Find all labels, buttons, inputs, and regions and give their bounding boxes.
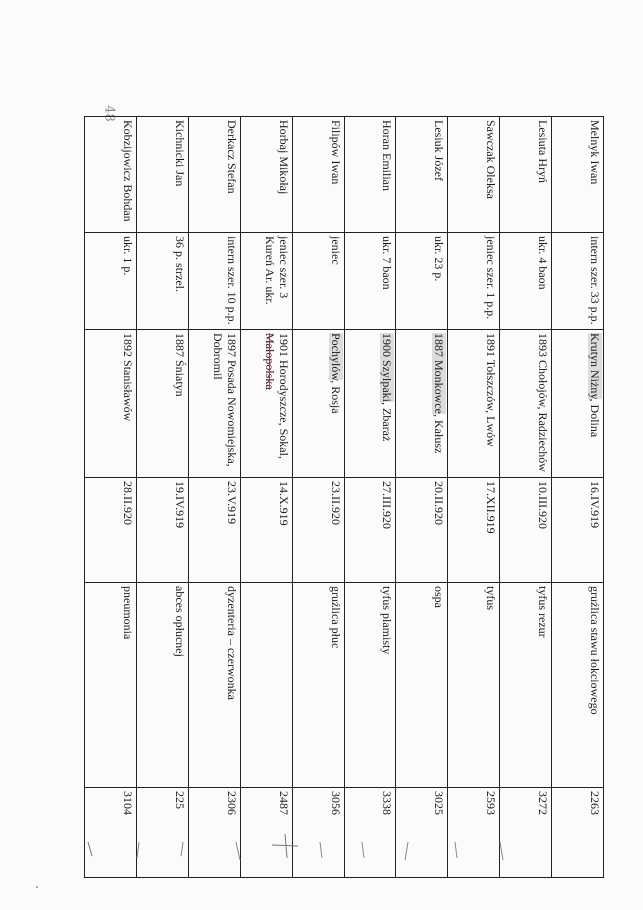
cell-death-date: 16.IV.919: [552, 478, 604, 583]
cell-death-date: 28.II.920: [85, 478, 137, 583]
cell-cause: abces opłucnej: [136, 583, 188, 788]
cell-death-date: 23.II.920: [292, 478, 344, 583]
cell-death-date: 20.II.920: [396, 478, 448, 583]
cell-name: Melnyk Iwan: [552, 117, 604, 233]
highlighted-place: Pochylów: [328, 333, 343, 381]
cell-birth: [344, 330, 396, 478]
cell-cause: tyfus: [448, 583, 500, 788]
cell-death-date: 23.V.919: [188, 478, 240, 583]
cell-name: Kobzijowicz Bohdan: [85, 117, 137, 233]
cell-cause: ospa: [396, 583, 448, 788]
cell-unit: ukr. 1 p.: [85, 233, 137, 330]
birth-text: 1887 Śniatyn: [172, 333, 187, 397]
birth-text: , Kałusz: [432, 414, 447, 454]
cell-name: Derkacz Stefan: [188, 117, 240, 233]
table-row: [136, 117, 188, 878]
table-row: [500, 117, 552, 878]
table-row: [240, 117, 292, 878]
cell-unit: intern szer. 33 p.p.: [552, 233, 604, 330]
cell-name: Kichnicki Jan: [136, 117, 188, 233]
birth-text: 1901 Horodyszcze, Sokal,: [276, 333, 291, 459]
paper-speck: [36, 886, 38, 888]
table-row: [396, 117, 448, 878]
cell-unit: intern szer. 10 p.p.: [188, 233, 240, 330]
birth-text: , Dolina: [588, 398, 602, 438]
table-row: [448, 117, 500, 878]
birth-text: , Rosja: [328, 380, 343, 414]
cell-unit: ukr. 23 p.: [396, 233, 448, 330]
cell-number: 2306: [188, 788, 240, 878]
table-row: [292, 117, 344, 878]
table-row: [85, 117, 137, 878]
page-number: 48: [101, 105, 117, 122]
cell-birth: [136, 330, 188, 478]
cell-birth: [240, 330, 292, 478]
cell-death-date: 27.III.920: [344, 478, 396, 583]
cell-number: 2593: [448, 788, 500, 878]
cell-number: 3025: [396, 788, 448, 878]
cell-number: 2263: [552, 788, 604, 878]
cell-unit: jeniec szer. 3 Kureń Ar. ukr.: [240, 233, 292, 330]
cell-cause: [240, 583, 292, 788]
cell-birth: [85, 330, 137, 478]
cell-number: 225: [136, 788, 188, 878]
cell-name: Filipów Iwan: [292, 117, 344, 233]
birth-text: , Zbaraż: [380, 402, 395, 442]
cell-birth: [188, 330, 240, 478]
cell-birth: [500, 330, 552, 478]
cell-death-date: 10.III.920: [500, 478, 552, 583]
highlighted-place: 1900 Szylpaki: [380, 333, 395, 402]
cell-unit: jeniec szer. 1 p.p.: [448, 233, 500, 330]
cell-name: Sawczak Oleksa: [448, 117, 500, 233]
cell-name: Horbaj Mikołaj: [240, 117, 292, 233]
birth-text: 1897 Posada Nowomiejska, Dobromil: [210, 333, 239, 467]
table-row: [188, 117, 240, 878]
cell-cause: tyfus plamisty: [344, 583, 396, 788]
register-table-body: [85, 117, 604, 878]
birth-text: 1891 Tołszczów, Lwów: [484, 333, 499, 447]
cell-unit: ukr. 7 baon: [344, 233, 396, 330]
cell-birth: [552, 330, 604, 478]
cell-number: 3056: [292, 788, 344, 878]
cell-birth: [292, 330, 344, 478]
birth-text: 1893 Chołojów, Radziechów: [536, 333, 551, 472]
register-table-rotated: [84, 116, 604, 877]
highlighted-place: Krutyn Niżny: [588, 333, 602, 399]
cell-cause: dyzenteria – czerwonka: [188, 583, 240, 788]
cell-cause: tyfus rezur: [500, 583, 552, 788]
cell-death-date: 14.X.919: [240, 478, 292, 583]
cell-name: Lesiuk Józef: [396, 117, 448, 233]
cell-number: 3272: [500, 788, 552, 878]
cell-name: Lesiuta Hryń: [500, 117, 552, 233]
cell-number: 3338: [344, 788, 396, 878]
cell-unit: 36 p. strzel.: [136, 233, 188, 330]
cell-death-date: 17.XII.919: [448, 478, 500, 583]
cell-unit: jeniec: [292, 233, 344, 330]
cell-number: 2487: [240, 788, 292, 878]
birth-text: 1892 Stanisławów: [120, 333, 135, 422]
cell-name: Horan Emilian: [344, 117, 396, 233]
table-row: [552, 117, 604, 878]
cell-death-date: 19.IV.919: [136, 478, 188, 583]
cell-cause: pneumonia: [85, 583, 137, 788]
cell-unit: ukr. 4 baon: [500, 233, 552, 330]
cell-cause: gruźlica płuc: [292, 583, 344, 788]
cell-birth: [396, 330, 448, 478]
cell-cause: gruźlica stawu łokciowego: [552, 583, 604, 788]
table-row: [344, 117, 396, 878]
burial-register-table: [84, 116, 604, 878]
cell-number: 3104: [85, 788, 137, 878]
struck-text: Małopolska: [262, 333, 277, 390]
highlighted-place: 1887 Monkowce: [432, 333, 447, 414]
cell-birth: [448, 330, 500, 478]
